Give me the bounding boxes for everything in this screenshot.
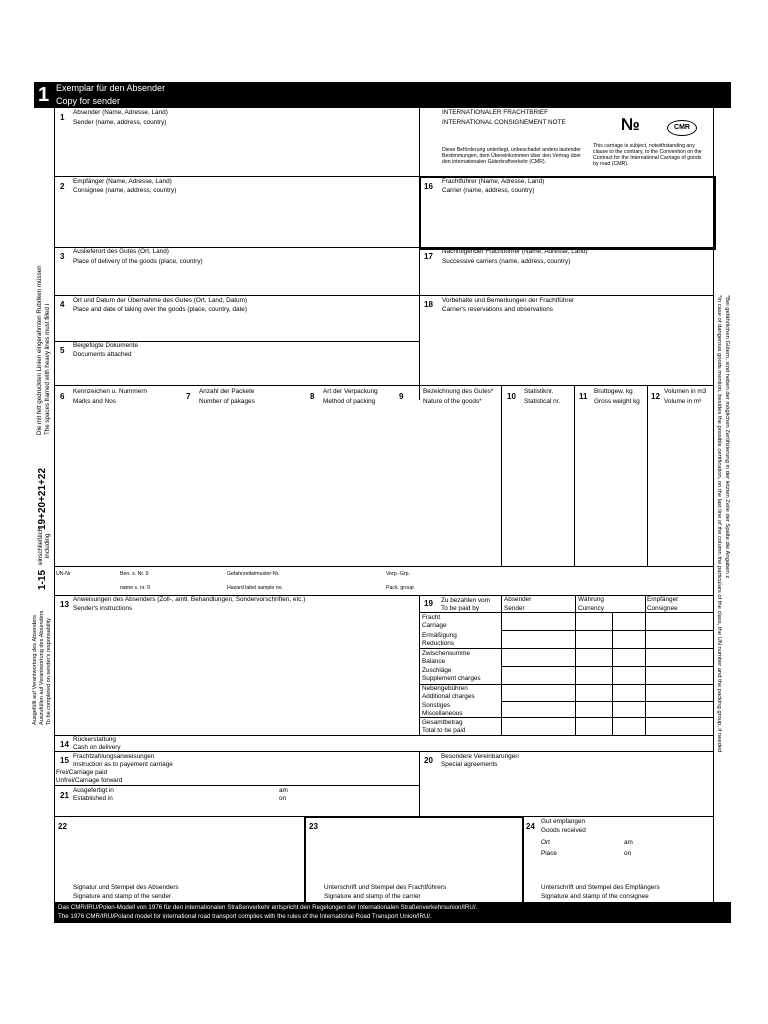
box-17-label-en[interactable]: Successive carriers (name, address, country)	[442, 258, 571, 265]
pay-row-supplement-de: Zuschläge	[422, 667, 452, 674]
box-2-label-de: Empfänger (Name, Adresse, Land)	[73, 178, 172, 185]
b13-19-divider	[419, 595, 420, 735]
footer-line-de: Das CMR/IRU/Polen-Modell von 1976 für den internationalen Straßenverkehr entspricht den Regelungen der Internationalen Straßenverkehrsunion/IRU/.	[58, 904, 478, 911]
box-11-label-de: Bruttogew. kg	[594, 388, 633, 395]
box-24-on[interactable]: on	[624, 850, 632, 857]
box-1-label-de: Absender (Name, Adresse, Land)	[73, 109, 168, 116]
box-1-label-en[interactable]: Sender (name, address, country)	[73, 119, 167, 126]
box-21-label-en[interactable]: Established in	[73, 795, 113, 802]
notice-en-3: Contract for the International Carriage of goods	[593, 155, 702, 161]
box-16-label-en[interactable]: Carrier (name, address, country)	[442, 187, 535, 194]
pay-row-misc-de: Sonstiges	[422, 702, 451, 709]
side-resp-3: To be completed on sender's responsability	[46, 617, 52, 725]
copy-title-de: Exemplar für den Absender	[56, 83, 166, 93]
pay-row-reductions-en: Reductions	[422, 640, 454, 647]
line-goods-top	[54, 385, 714, 386]
box-1-number: 1	[60, 113, 65, 122]
goods-col-11	[574, 386, 575, 566]
side-einschliesslich: einschließlich	[37, 527, 44, 565]
box-15-number: 15	[60, 756, 69, 765]
pay-col-currency-en: Currency	[578, 605, 604, 612]
box-21-number: 21	[60, 791, 69, 800]
box-22-sig-en[interactable]: Signature and stamp of the sender	[73, 893, 172, 900]
hazard-name: name s. nr. 9	[120, 585, 150, 591]
box-8-number: 8	[310, 392, 315, 401]
box-16-label-de: Frachtführer (Name, Adresse, Land)	[442, 178, 545, 185]
carriage-forward-option[interactable]: Unfrei/Carriage forward	[56, 777, 123, 784]
notice-de-2: Bestimmungen, dem Übereinkommen über den Vertrag über	[442, 153, 581, 159]
box-3-number: 3	[60, 252, 65, 261]
box-24-am: am	[624, 839, 633, 846]
box-13-number: 13	[60, 600, 69, 609]
box-24-label-en: Goods received	[541, 827, 586, 834]
side-boxes-1-15: 1-15	[37, 569, 48, 590]
notice-en-2: clause to the contrary, to the Convention on the	[593, 149, 702, 155]
box-15-label-en: Instruction as to payement carriage	[73, 761, 173, 768]
pay-row-carriage-de: Fracht	[422, 614, 441, 621]
box-7-label-en[interactable]: Number of pakages	[199, 398, 255, 405]
pay-row-3	[501, 666, 714, 667]
box-21-label-de: Ausgefertigt in	[73, 787, 114, 794]
hazard-top	[54, 566, 714, 567]
box-13-label-de: Anweisungen des Absenders (Zoll-, amtl. Behandlungen, Sondervorschriften, etc.)	[73, 596, 306, 603]
box-5-number: 5	[60, 346, 65, 355]
side-note-en: The spaces framed with heavy lines must filled i	[44, 303, 51, 435]
box-11-label-en[interactable]: Gross weight kg	[594, 398, 640, 405]
box-7-label-de: Anzahl der Packete	[199, 388, 255, 395]
box-13-label-en[interactable]: Sender's instructions	[73, 605, 133, 612]
box-15-label-de: Frachtzahlungsanweisungen	[73, 753, 155, 760]
box-22-sig-de: Signatur und Stempel des Absenders	[73, 884, 179, 891]
pay-row-6	[419, 717, 714, 718]
side-resp-1: Ausgefüllt auf Verantwortung des Absenders	[32, 614, 38, 725]
side-including: including	[44, 533, 51, 558]
box-14-label-en[interactable]: Cash on delivery	[73, 744, 121, 751]
box-14-label-de: Rückerstattung	[73, 736, 116, 743]
pay-col-currency	[575, 595, 576, 735]
frame-left	[54, 108, 55, 902]
box-21-am: am	[279, 787, 288, 794]
pay-row-0	[419, 612, 714, 613]
doc-title-de: INTERNATIONALER FRACHTBRIEF	[442, 109, 549, 116]
line-1-2	[54, 176, 419, 177]
pay-row-1	[501, 630, 714, 631]
notice-de-1: Diese Beförderung unterliegt, unbeschadet anders lautender	[442, 147, 582, 153]
box-19-label-de: Zu bezahlen vom	[441, 597, 491, 604]
side-right-de: *Bei gefährlichen Gütern, sind neben der möglichen Zertifizierung in der letzten Zeile der Spalte die Angaben z	[724, 295, 730, 579]
notice-de-3: den internationalen Güterkraftverkehr (CMR).	[442, 159, 547, 165]
box-5-label-en[interactable]: Documents attached	[73, 351, 132, 358]
side-note-de: Die mit fett gedruckten Linien eingerahmten Rubriken müssen	[36, 265, 43, 435]
pay-row-additional-en: Additional charges	[422, 693, 475, 700]
box-6-label-en[interactable]: Marks and Nos	[73, 398, 116, 405]
box-11-number: 11	[579, 392, 588, 401]
pay-row-reductions-de: Ermäßigung	[422, 632, 457, 639]
box-10-label-en[interactable]: Statistical nr.	[524, 398, 561, 405]
doc-title-en: INTERNATIONAL CONSIGNEMENT NOTE	[442, 119, 566, 126]
box-20-label-de: Besondere Vereinbarungen	[441, 753, 519, 760]
notice-en-1: This carriage is subject, notwithstanding any	[593, 143, 695, 149]
box-24-sig-de: Unterschrift und Stempel des Empfängers	[541, 884, 660, 891]
box-12-number: 12	[651, 392, 660, 401]
hazard-label-de: Gefahrzettelmuster-Nr.	[227, 571, 280, 577]
hazard-pack: Pack. group	[386, 585, 414, 591]
mid-divider-top	[419, 108, 420, 400]
box-10-number: 10	[507, 392, 516, 401]
pay-row-2	[419, 648, 714, 649]
hazard-un: UN-Nr	[56, 571, 71, 577]
box-23-sig-en[interactable]: Signature and stamp of the carrier	[324, 893, 421, 900]
footer-line-en: The 1976 CMR/IRU/Poland model for international road transport complies with the rules of the International Road Transport Union/IRU/.	[58, 913, 432, 920]
hazard-verp: Verp.-Grp.	[386, 571, 410, 577]
pay-col-sender	[501, 595, 502, 735]
box-12-label-en[interactable]: Volume in m³	[664, 398, 702, 405]
b15-20-divider	[419, 751, 420, 817]
number-sign: №	[621, 115, 640, 134]
notice-en-4: by road (CMR).	[593, 161, 629, 167]
box-6-label-de: Kennzeichen u. Nummern	[73, 388, 147, 395]
pay-col-consignee-en: Consignee	[647, 605, 678, 612]
pay-row-misc-en: Miscellaneous	[422, 710, 463, 717]
pay-col-sender-de: Absender	[504, 596, 532, 603]
box-24-place[interactable]: Place	[541, 850, 557, 857]
box-2-label-en[interactable]: Consignee (name, address, country)	[73, 187, 177, 194]
pay-col-sender-en: Sender	[504, 605, 525, 612]
box-23-sig-de: Unterschrift und Stempel des Frachtführers	[324, 884, 447, 891]
box-4-label-en[interactable]: Place and date of taking over the goods (place, country, date)	[73, 306, 247, 313]
box-20-number: 20	[424, 756, 433, 765]
box-3-label-en[interactable]: Place of delivery of the goods (place, country)	[73, 258, 203, 265]
box-17-label-de: Nachfolgender Frachtführer (Name, Adresse, Land)	[442, 248, 588, 255]
line-3-4	[54, 295, 714, 296]
pay-col-consignee-de: Empfänger	[647, 596, 679, 603]
box-4-label-de: Ort und Datum der Übernahme des Gutes (Ort, Land, Datum)	[73, 297, 248, 304]
line-14-top	[54, 735, 714, 736]
hazard-ben: Ben. s. Nr. 9	[120, 571, 149, 577]
box-19-number: 19	[424, 599, 433, 608]
box-3-label-de: Auslieferort des Gutes (Ort, Land)	[73, 248, 169, 255]
box-9-label-de: Bezeichnung des Gutes*	[423, 388, 494, 395]
pay-row-5	[501, 701, 714, 702]
box-24-sig-en[interactable]: Signature and stamp of the consignee	[541, 893, 649, 900]
box-2-number: 2	[60, 182, 65, 191]
side-resp-2: Auszufüllen auf Verantwortung des Absenders	[39, 610, 45, 725]
line-21-top	[54, 785, 419, 786]
box-21-on[interactable]: on	[279, 795, 287, 802]
box-19-label-en: To be paid by	[441, 605, 480, 612]
goods-col-10	[501, 386, 502, 566]
box-5-label-de: Beigefügte Dokumente	[73, 342, 139, 349]
box-20-label-en[interactable]: Special agreements	[441, 761, 498, 768]
box-24-ort: Ort	[541, 839, 550, 846]
pay-row-supplement-en: Supplement charges	[422, 675, 481, 682]
pay-row-total-en: Total to be paid	[422, 727, 466, 734]
box-24-number: 24	[526, 822, 535, 831]
goods-col-12	[647, 386, 648, 566]
box-8-label-de: Art der Verpackung	[323, 388, 378, 395]
box-6-number: 6	[60, 392, 65, 401]
copy-title-en: Copy for sender	[56, 96, 121, 106]
pay-row-balance-de: Zwischensumme	[422, 650, 470, 657]
pay-row-balance-en: Balance	[422, 658, 446, 665]
cmr-logo: CMR	[667, 120, 697, 136]
pay-row-additional-de: Nebengebühren	[422, 685, 468, 692]
box-10-label-de: Statistiknr.	[524, 388, 554, 395]
line-14-bottom	[54, 751, 714, 752]
box-7-number: 7	[186, 392, 191, 401]
carriage-paid-option[interactable]: Frei/Carriage paid	[56, 769, 108, 776]
box-4-number: 4	[60, 300, 65, 309]
pay-col-consignee	[645, 595, 646, 735]
pay-col-currency-de: Währung	[578, 596, 604, 603]
side-boxes-range: 19+20+21+22	[37, 467, 48, 530]
box-12-label-de: Volumen in m3	[664, 388, 707, 395]
box-17-number: 17	[424, 252, 433, 261]
box-18-label-en[interactable]: Carrier's reservations and observations	[442, 306, 553, 313]
box-9-label-en[interactable]: Nature of the goods*	[423, 398, 482, 405]
pay-row-total-de: Gesamtbetrag	[422, 719, 463, 726]
box-18-number: 18	[424, 300, 433, 309]
pay-row-carriage-en: Carriage	[422, 622, 447, 629]
box-9-number: 9	[399, 392, 404, 401]
side-right-en: *In case of dangerous goods mention, besides the possible certification, on the last line of the column the particulars of the class, the UN number and the packing group, if needed	[716, 295, 722, 753]
box-22-number: 22	[58, 822, 67, 831]
box-24-label-de: Gut empfangen	[541, 818, 586, 825]
box-18-label-de: Vorbehalte und Bemerkungen der Frachtführer	[442, 297, 575, 304]
box-8-label-en[interactable]: Method of packing	[323, 398, 376, 405]
copy-number: 1	[38, 84, 50, 106]
hazard-label-en: Hazard label sample no.	[227, 585, 283, 591]
box-14-number: 14	[60, 740, 69, 749]
box-16-number: 16	[424, 182, 433, 191]
box-23-number: 23	[309, 822, 318, 831]
